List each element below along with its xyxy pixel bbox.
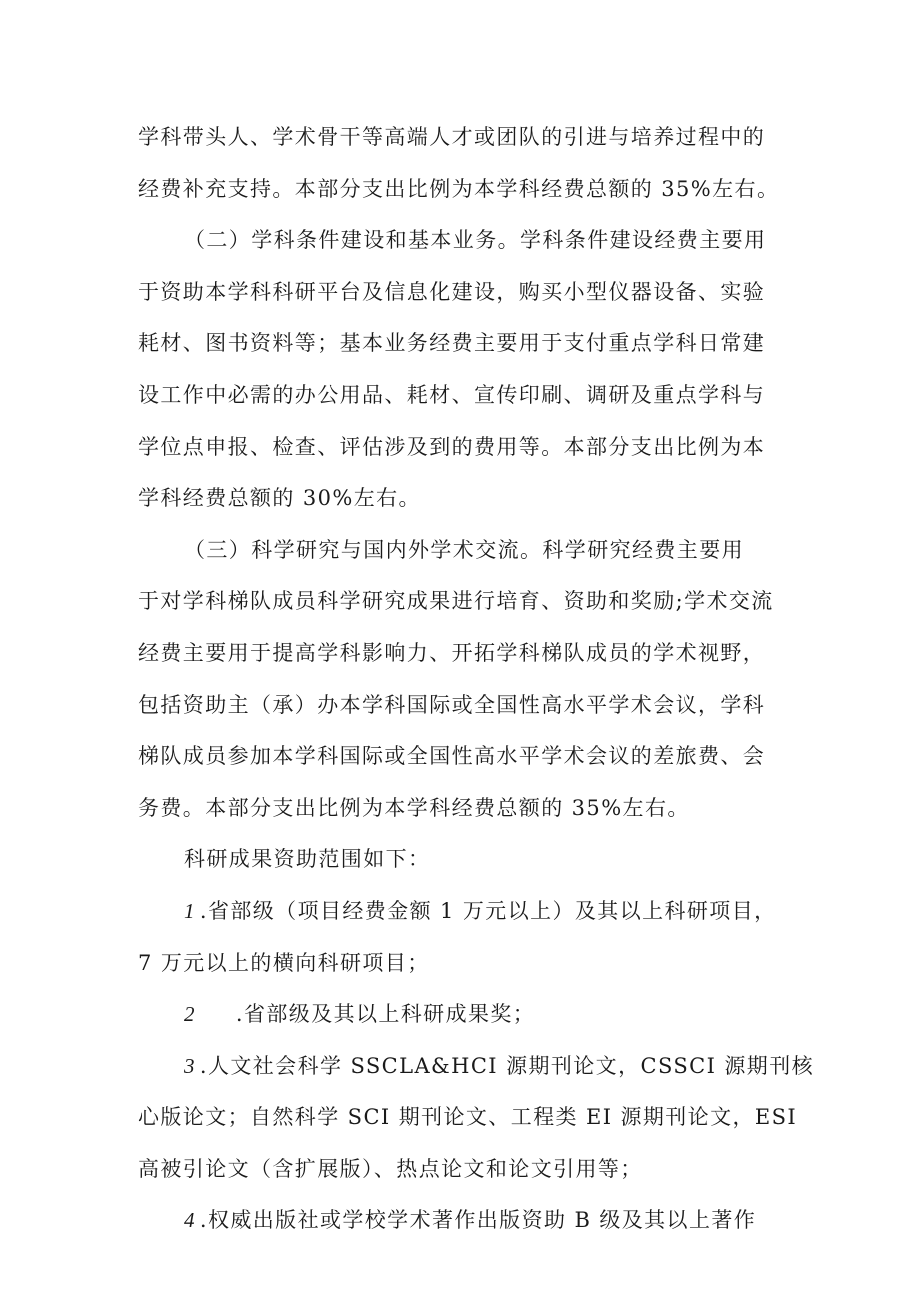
body-line: 学位点申报、检查、评估涉及到的费用等。本部分支出比例为本	[138, 434, 766, 459]
body-line: 学科经费总额的 30%左右。	[138, 486, 421, 511]
body-line: 梯队成员参加本学科国际或全国性高水平学术会议的差旅费、会	[138, 744, 766, 769]
list-number: 2	[184, 1002, 196, 1027]
body-line: 高被引论文（含扩展版）、热点论文和论文引用等；	[138, 1156, 643, 1181]
body-line: 经费补充支持。本部分支出比例为本学科经费总额的 35%左右。	[138, 176, 780, 201]
body-line: 学科带头人、学术骨干等高端人才或团队的引进与培养过程中的	[138, 125, 766, 149]
body-line: 耗材、图书资料等；基本业务经费主要用于支付重点学科日常建	[138, 331, 766, 356]
body-line: 7 万元以上的横向科研项目；	[138, 950, 430, 975]
list-item-3	[138, 1041, 814, 1093]
list-item-text: .省部级及其以上科研成果奖；	[235, 1002, 536, 1027]
body-line: 务费。本部分支出比例为本学科经费总额的 35%左右。	[138, 795, 690, 820]
list-number: 3	[184, 1053, 196, 1078]
list-item-1	[138, 886, 790, 938]
document-body	[138, 112, 814, 1247]
body-line: 经费主要用于提高学科影响力、开拓学科梯队成员的学术视野，	[138, 640, 766, 665]
section-three-heading-line: （三）科学研究与国内外学术交流。科学研究经费主要用	[184, 537, 744, 562]
body-line: 设工作中必需的办公用品、耗材、宣传印刷、调研及重点学科与	[138, 382, 766, 407]
body-line: 于对学科梯队成员科学研究成果进行培育、资助和奖励;学术交流	[138, 589, 774, 614]
body-line: 心版论文；自然科学 SCI 期刊论文、工程类 EI 源期刊论文，ESI	[138, 1105, 798, 1130]
list-item-text: .权威出版社或学校学术著作出版资助 B 级及其以上著作	[199, 1208, 757, 1233]
list-item-text: .人文社会科学 SSCLA&HCI 源期刊论文，CSSCI 源期刊核	[199, 1053, 814, 1078]
list-item-2	[138, 989, 790, 1041]
section-two-heading-line: （二）学科条件建设和基本业务。学科条件建设经费主要用	[184, 228, 767, 253]
body-line: 包括资助主（承）办本学科国际或全国性高水平学术会议，学科	[138, 692, 766, 717]
list-number: 1	[184, 898, 196, 923]
funding-scope-intro: 科研成果资助范围如下：	[184, 847, 431, 872]
list-item-4	[138, 1195, 790, 1247]
list-item-text: .省部级（项目经费金额 1 万元以上）及其以上科研项目，	[199, 898, 777, 923]
body-line: 于资助本学科科研平台及信息化建设，购买小型仪器设备、实验	[138, 279, 766, 304]
list-number: 4	[184, 1208, 196, 1233]
